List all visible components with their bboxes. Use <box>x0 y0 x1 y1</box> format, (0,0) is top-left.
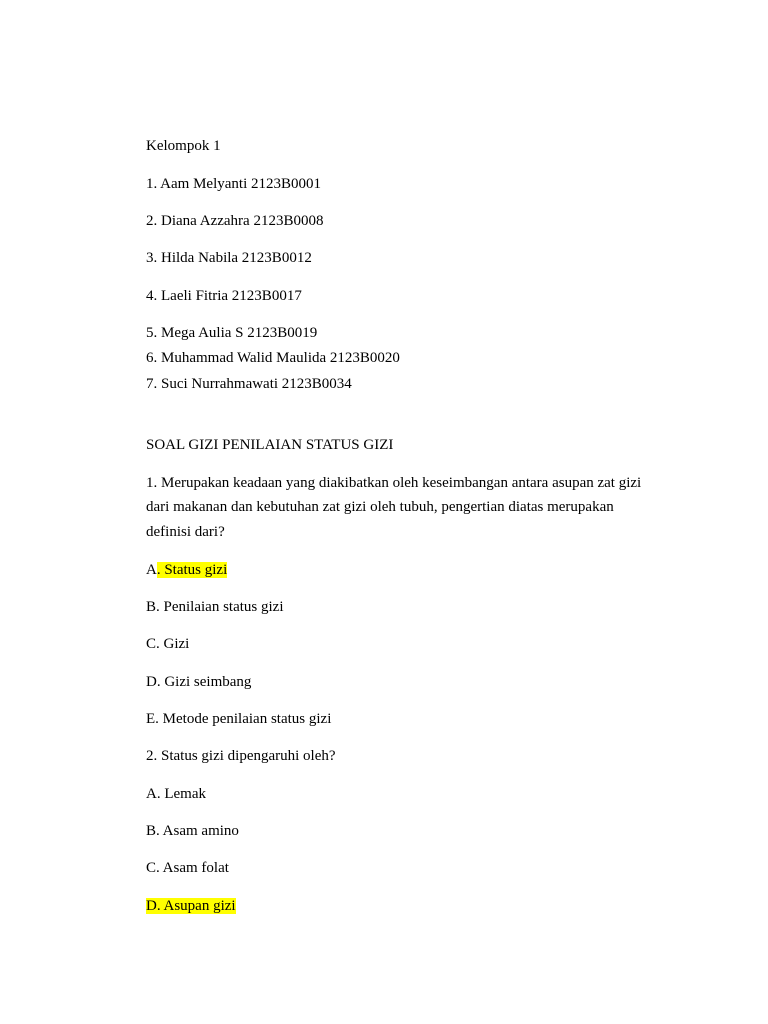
question-1-option: B. Penilaian status gizi <box>146 599 284 615</box>
question-1-option: C. Gizi <box>146 636 190 652</box>
question-1-option: E. Metode penilaian status gizi <box>146 711 332 727</box>
question-1-line: definisi dari? <box>146 524 225 540</box>
member-item: 5. Mega Aulia S 2123B0019 <box>146 325 318 341</box>
question-1-line: dari makanan dan kebutuhan zat gizi oleh tubuh, pengertian diatas merupakan <box>146 499 614 515</box>
question-1-option-a <box>146 561 227 579</box>
quiz-title: SOAL GIZI PENILAIAN STATUS GIZI <box>146 437 394 453</box>
member-item: 2. Diana Azzahra 2123B0008 <box>146 213 324 229</box>
question-2: 2. Status gizi dipengaruhi oleh? <box>146 748 336 764</box>
answer-highlight: D. Asupan gizi <box>146 898 236 914</box>
option-a-prefix: A <box>146 562 157 578</box>
question-2-option-d <box>146 897 236 915</box>
member-item: 1. Aam Melyanti 2123B0001 <box>146 176 321 192</box>
question-2-option: C. Asam folat <box>146 860 229 876</box>
question-2-option: B. Asam amino <box>146 823 239 839</box>
group-title: Kelompok 1 <box>146 138 221 154</box>
answer-highlight: . Status gizi <box>156 562 228 578</box>
question-2-option: A. Lemak <box>146 786 206 802</box>
member-item: 6. Muhammad Walid Maulida 2123B0020 <box>146 350 400 366</box>
question-1-line: 1. Merupakan keadaan yang diakibatkan oleh keseimbangan antara asupan zat gizi <box>146 475 642 491</box>
member-item: 4. Laeli Fitria 2123B0017 <box>146 288 302 304</box>
member-item: 7. Suci Nurrahmawati 2123B0034 <box>146 376 352 392</box>
member-item: 3. Hilda Nabila 2123B0012 <box>146 250 312 266</box>
question-1-option: D. Gizi seimbang <box>146 674 252 690</box>
